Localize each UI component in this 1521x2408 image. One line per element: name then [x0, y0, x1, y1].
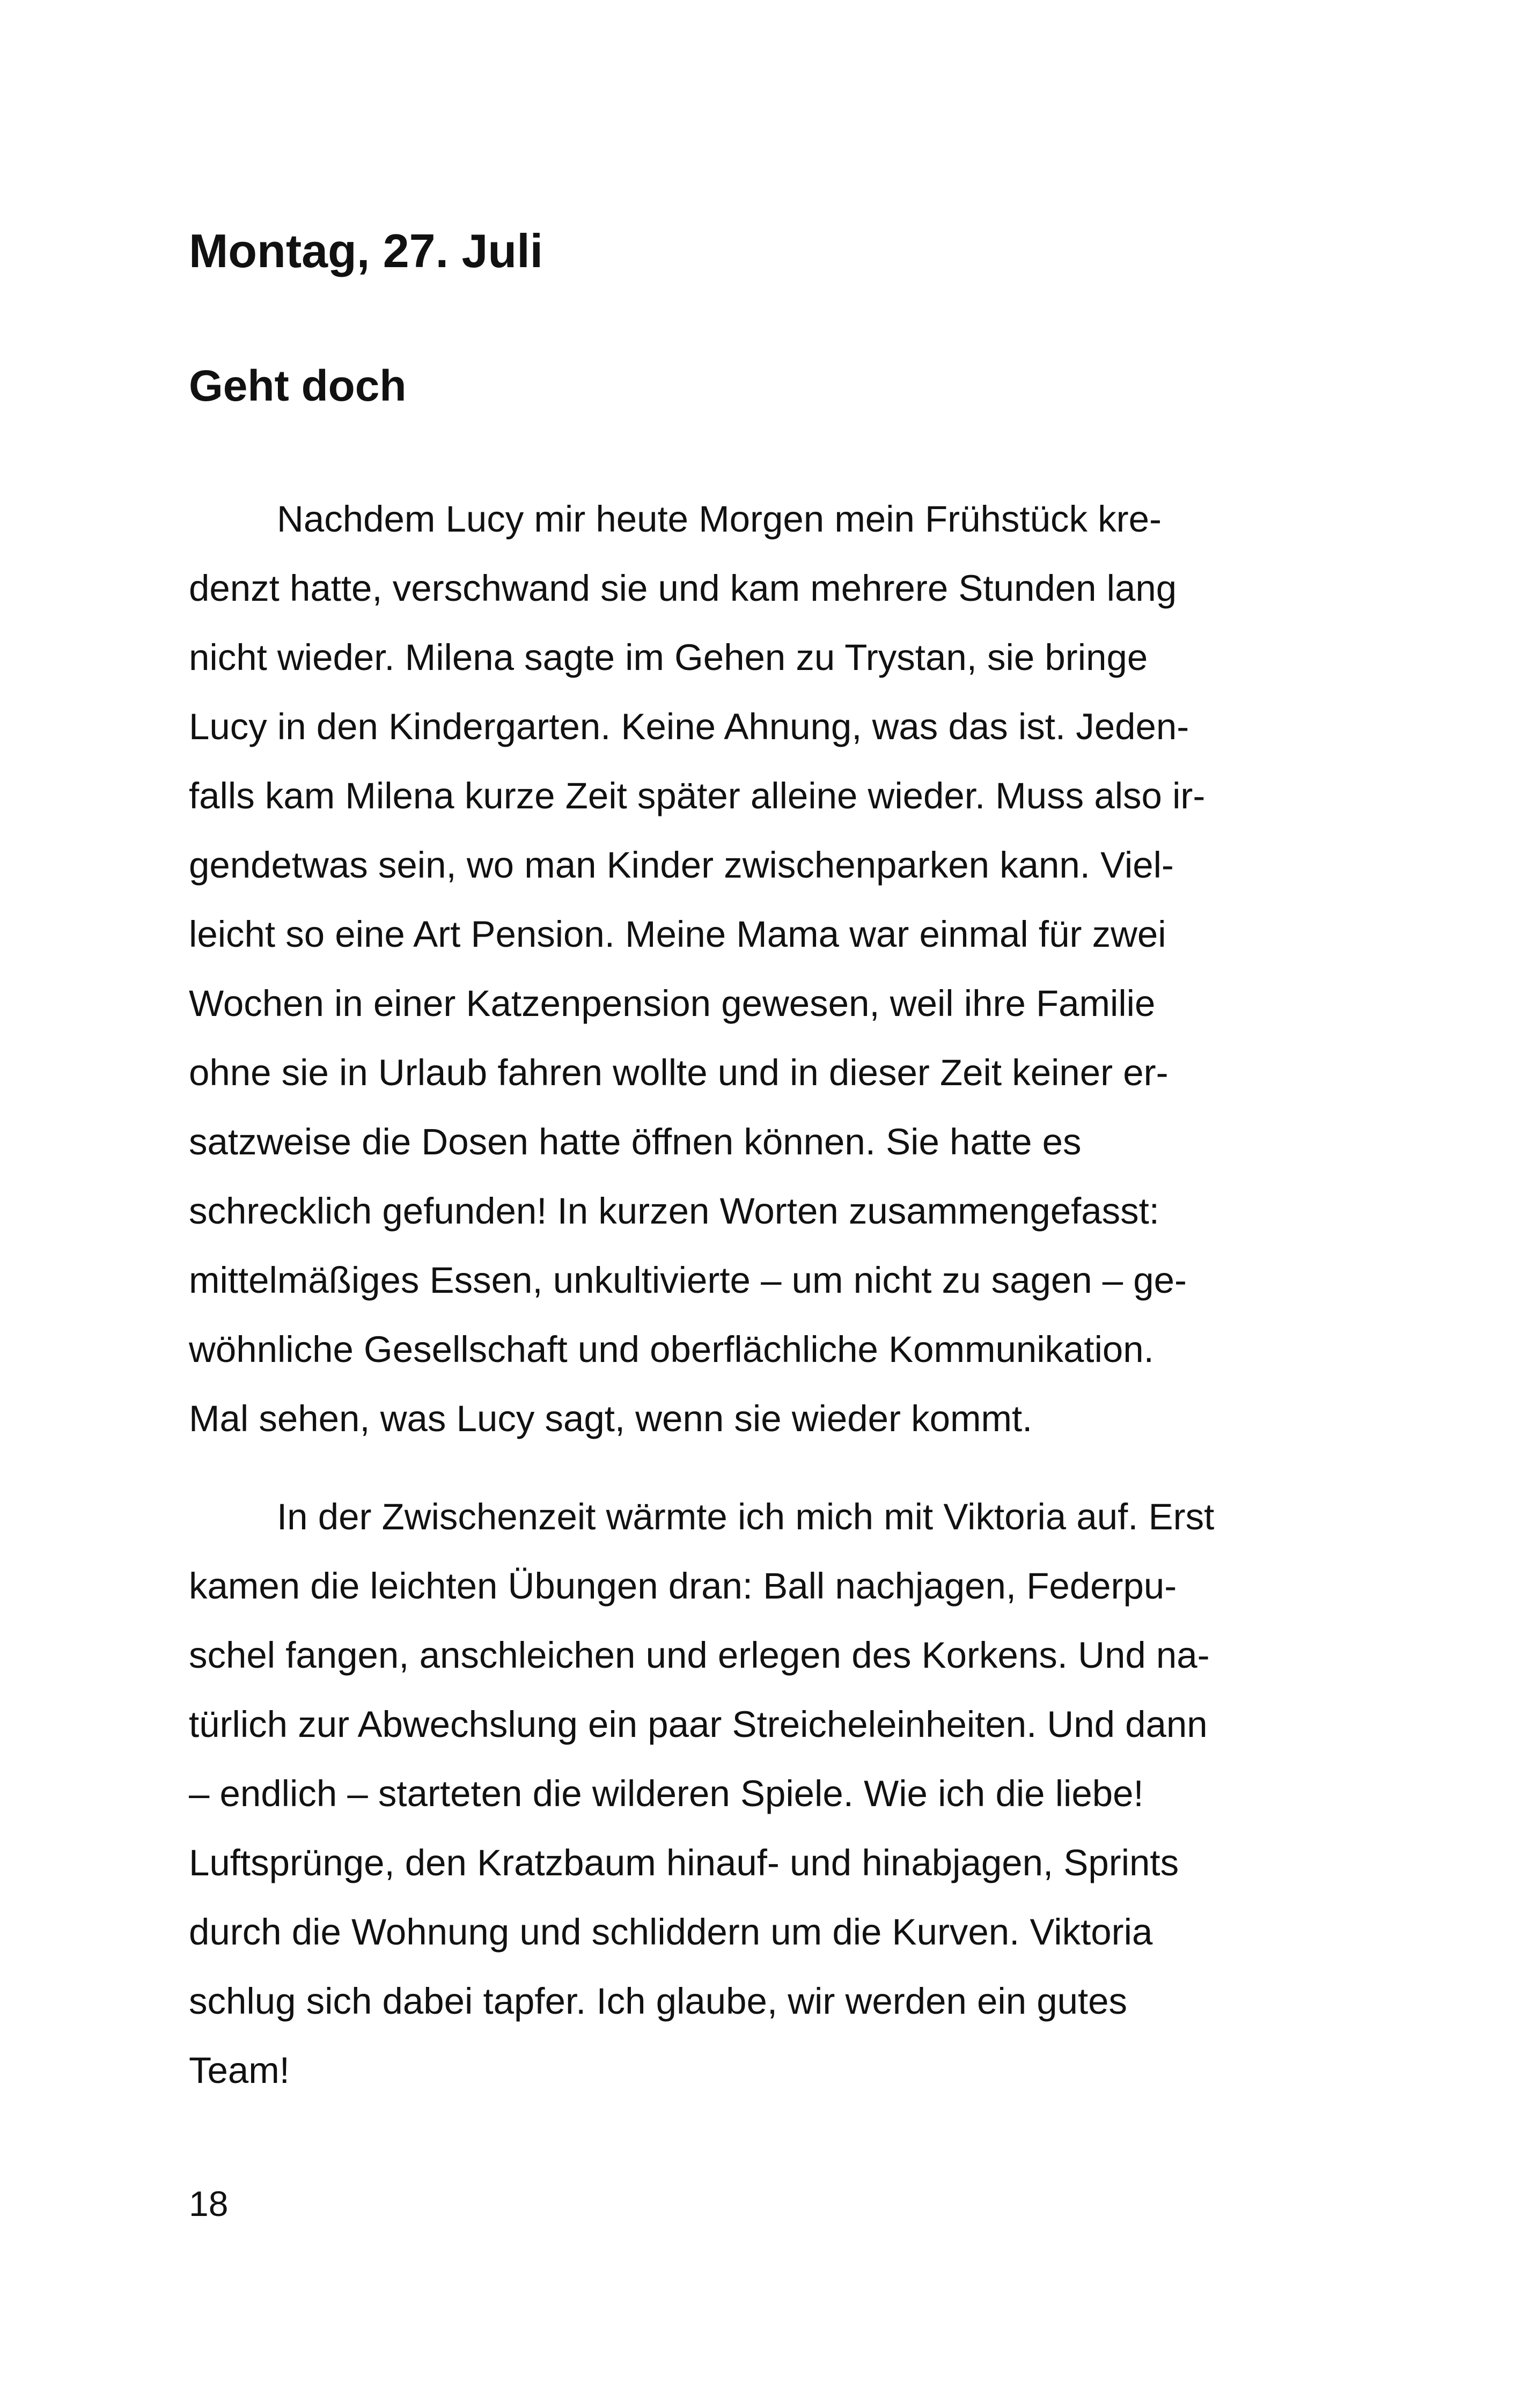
text-line: falls kam Milena kurze Zeit später alleine wieder. Muss also ir- — [189, 775, 1206, 816]
text-line: Nachdem Lucy mir heute Morgen mein Frühstück kre- — [277, 498, 1162, 540]
date-heading: Montag, 27. Juli — [189, 224, 543, 277]
text-line: durch die Wohnung und schliddern um die Kurven. Viktoria — [189, 1911, 1153, 1953]
text-line: mittelmäßiges Essen, unkultivierte – um nicht zu sagen – ge- — [189, 1260, 1187, 1301]
text-line: ohne sie in Urlaub fahren wollte und in dieser Zeit keiner er- — [189, 1052, 1169, 1093]
text-line: Lucy in den Kindergarten. Keine Ahnung, was das ist. Jeden- — [189, 706, 1189, 747]
text-line: kamen die leichten Übungen dran: Ball nachjagen, Federpu- — [189, 1565, 1177, 1607]
text-line: Luftsprünge, den Kratzbaum hinauf- und hinabjagen, Sprints — [189, 1842, 1179, 1883]
text-line: schel fangen, anschleichen und erlegen des Korkens. Und na- — [189, 1634, 1210, 1676]
text-line: denzt hatte, verschwand sie und kam mehrere Stunden lang — [189, 568, 1177, 609]
section-heading: Geht doch — [189, 362, 407, 410]
text-line: In der Zwischenzeit wärmte ich mich mit Viktoria auf. Erst — [277, 1496, 1215, 1537]
text-line: Team! — [189, 2050, 290, 2091]
text-line: satzweise die Dosen hatte öffnen können. Sie hatte es — [189, 1121, 1082, 1162]
text-line: schlug sich dabei tapfer. Ich glaube, wir werden ein gutes — [189, 1980, 1128, 2022]
text-line: Mal sehen, was Lucy sagt, wenn sie wieder kommt. — [189, 1398, 1033, 1439]
text-line: schrecklich gefunden! In kurzen Worten zusammengefasst: — [189, 1190, 1159, 1232]
paragraph — [189, 1482, 1214, 2105]
text-line: türlich zur Abwechslung ein paar Streicheleinheiten. Und dann — [189, 1704, 1208, 1745]
text-line: wöhnliche Gesellschaft und oberflächliche Kommunikation. — [189, 1329, 1154, 1370]
page-number: 18 — [189, 2184, 229, 2223]
text-line: nicht wieder. Milena sagte im Gehen zu Trystan, sie bringe — [189, 637, 1148, 678]
text-line: gendetwas sein, wo man Kinder zwischenparken kann. Viel- — [189, 844, 1174, 886]
paragraph — [189, 484, 1205, 1453]
text-line: Wochen in einer Katzenpension gewesen, weil ihre Familie — [189, 983, 1156, 1024]
text-line: – endlich – starteten die wilderen Spiele. Wie ich die liebe! — [189, 1773, 1144, 1814]
text-line: leicht so eine Art Pension. Meine Mama war einmal für zwei — [189, 914, 1166, 955]
